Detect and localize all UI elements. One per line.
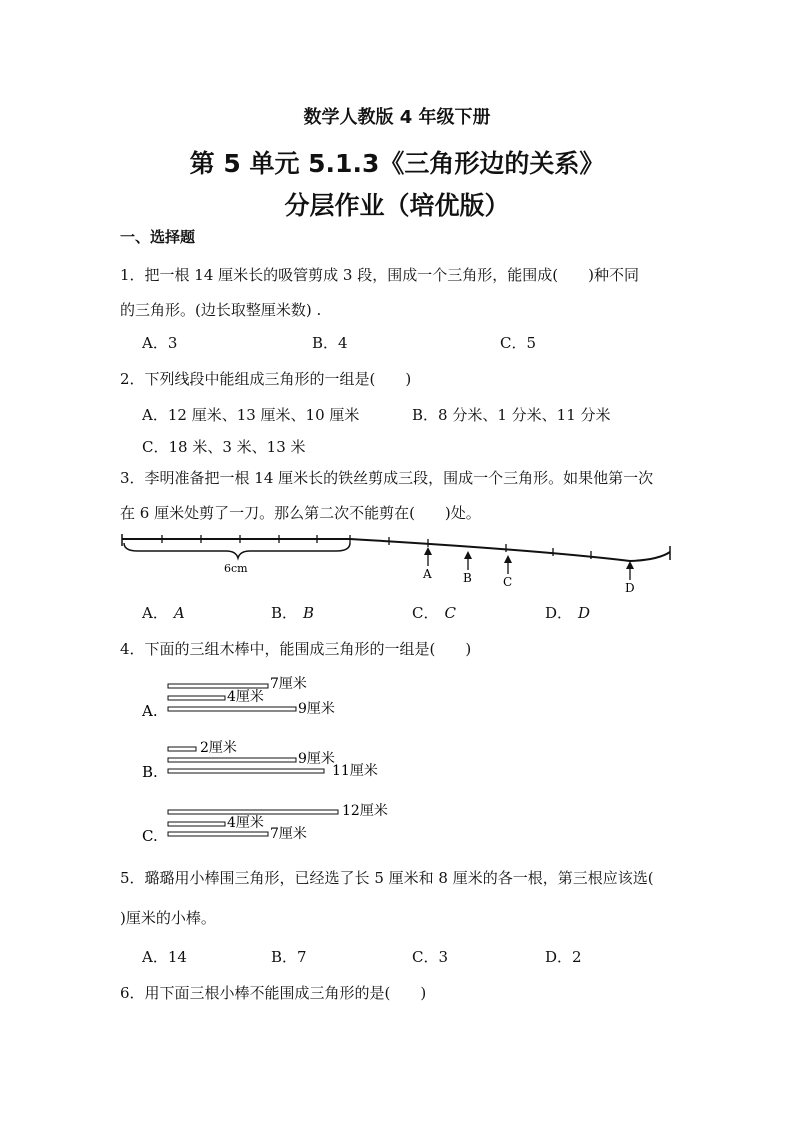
q5-line-2: )厘米的小棒。 [120,909,216,927]
stick-groups-figure[interactable] [136,672,406,850]
q1-line-2: 的三角形。(边长取整厘米数) . [120,301,322,319]
group-b-letter: B. [142,763,158,781]
stick-a-1 [168,684,268,688]
stick-group-a [141,675,335,720]
doc-title: 第 5 单元 5.1.3《三角形边的关系》 [189,149,605,178]
q2-line-1: 2．下列线段中能组成三角形的一组是( ) [120,370,412,388]
arrow-label-d: D [625,581,635,595]
q1-option-a[interactable]: A．3 [142,334,178,352]
q1-option-b[interactable]: B．4 [312,334,348,352]
wire-line [122,539,670,561]
stick-c-label-2: 4厘米 [227,815,264,831]
arrow-c [503,555,512,589]
arrow-d [625,561,635,595]
arrow-label-c: C [503,575,513,589]
q2-option-a[interactable]: A．12 厘米、13 厘米、10 厘米 [142,406,360,424]
stick-group-b [142,739,378,781]
arrow-label-a: A [423,567,432,581]
stick-c-label-1: 12厘米 [342,803,388,819]
stick-c-1 [168,810,338,814]
arrow-a [422,547,432,581]
stick-b-label-2: 9厘米 [298,751,335,767]
stick-a-label-1: 7厘米 [270,676,307,692]
stick-c-3 [168,832,268,836]
q6-line-1: 6．用下面三根小棒不能围成三角形的是( ) [120,984,427,1002]
q2-option-c[interactable]: C．18 米、3 米、13 米 [142,438,306,456]
q2-option-b[interactable]: B．8 分米、1 分米、11 分米 [412,406,611,424]
group-c-letter: C. [142,827,158,845]
q5-option-b[interactable]: B．7 [271,948,307,966]
wire-diagram [118,530,678,596]
q5-option-a[interactable]: A．14 [142,948,187,966]
stick-b-1 [168,747,196,751]
stick-c-2 [168,822,225,826]
stick-a-label-2: 4厘米 [227,689,264,705]
arrow-b [463,551,472,585]
stick-group-c [142,802,388,845]
q4-line-1: 4．下面的三组木棒中，能围成三角形的一组是( ) [120,640,472,658]
doc-subtitle: 数学人教版 4 年级下册 [303,107,491,128]
group-a-letter: A. [142,702,158,720]
brace-label: 6cm [224,562,248,575]
q5-option-d[interactable]: D．2 [545,948,582,966]
stick-b-label-3: 11厘米 [332,763,378,779]
stick-a-3 [168,707,296,711]
q3-option-a[interactable]: A． A [142,604,185,622]
stick-b-2 [168,758,296,762]
brace-6cm [124,543,350,558]
q3-option-b[interactable]: B． B [271,604,315,622]
q1-option-c[interactable]: C．5 [500,334,537,352]
arrow-label-b: B [463,571,472,585]
stick-a-2 [168,696,225,700]
q3-option-c[interactable]: C． C [412,604,456,622]
stick-a-label-3: 9厘米 [298,701,335,717]
stick-b-3 [168,769,324,773]
q5-option-c[interactable]: C．3 [412,948,449,966]
q3-line-2: 在 6 厘米处剪了一刀。那么第二次不能剪在( )处。 [120,504,481,522]
doc-subtitle-2: 分层作业（培优版） [284,191,510,220]
q3-line-1: 3．李明准备把一根 14 厘米长的铁丝剪成三段，围成一个三角形。如果他第一次 [120,469,654,487]
stick-b-label-1: 2厘米 [200,740,237,756]
q5-line-1: 5．璐璐用小棒围三角形，已经选了长 5 厘米和 8 厘米的各一根，第三根应该选( [120,869,654,887]
section-heading: 一、选择题 [120,228,196,246]
q3-option-d[interactable]: D． D [545,604,591,622]
stick-c-label-3: 7厘米 [270,826,307,842]
q1-line-1: 1．把一根 14 厘米长的吸管剪成 3 段，围成一个三角形，能围成( )种不同 [120,266,639,284]
